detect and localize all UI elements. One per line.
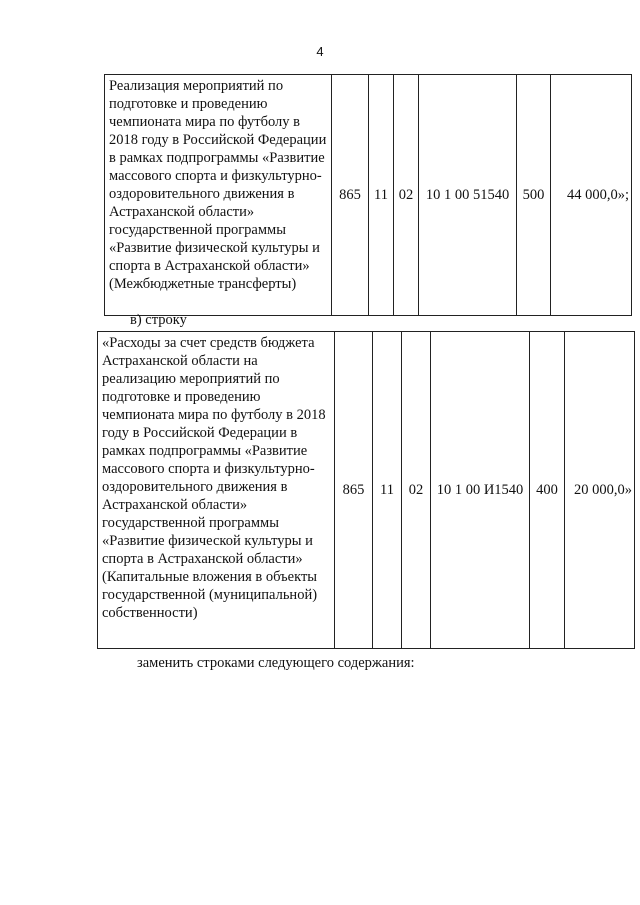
target-article-code: 10 1 00 51540 [419,75,517,316]
ministry-code: 865 [335,332,373,649]
page-number: 4 [316,44,324,59]
table-row [105,75,632,316]
section-code: 11 [373,332,402,649]
replacement-instruction: заменить строками следующего содержания: [137,655,415,671]
row-description: Реализация мероприятий по подготовке и проведению чемпионата мира по футболу в 2018 году в Российской Федерации в рамках подпрограммы «Развитие массового спорта и физкультурно-оздоровительного движения в Астраханской области» государственной программы «Развитие физической культуры и спорта в Астраханской области» (Межбюджетные трансферты) [105,75,332,316]
budget-table-2 [97,331,635,649]
ministry-code: 865 [332,75,369,316]
target-article-code: 10 1 00 И1540 [431,332,530,649]
amount-value: 44 000,0»; [551,75,632,316]
subsection-code: 02 [394,75,419,316]
row-intro-text: в) строку [130,312,187,328]
amount-value: 20 000,0» [565,332,635,649]
table-row [98,332,635,649]
section-code: 11 [369,75,394,316]
budget-table-1 [104,74,632,316]
expense-type-code: 500 [517,75,551,316]
subsection-code: 02 [402,332,431,649]
expense-type-code: 400 [530,332,565,649]
row-description: «Расходы за счет средств бюджета Астраханской области на реализацию мероприятий по подготовке и проведению чемпионата мира по футболу в 2018 году в Российской Федерации в рамках подпрограммы «Развитие массового спорта и физкультурно-оздоровительного движения в Астраханской области» государственной программы «Развитие физической культуры и спорта в Астраханской области» (Капитальные вложения в объекты государственной (муниципальной) собственности) [98,332,335,649]
